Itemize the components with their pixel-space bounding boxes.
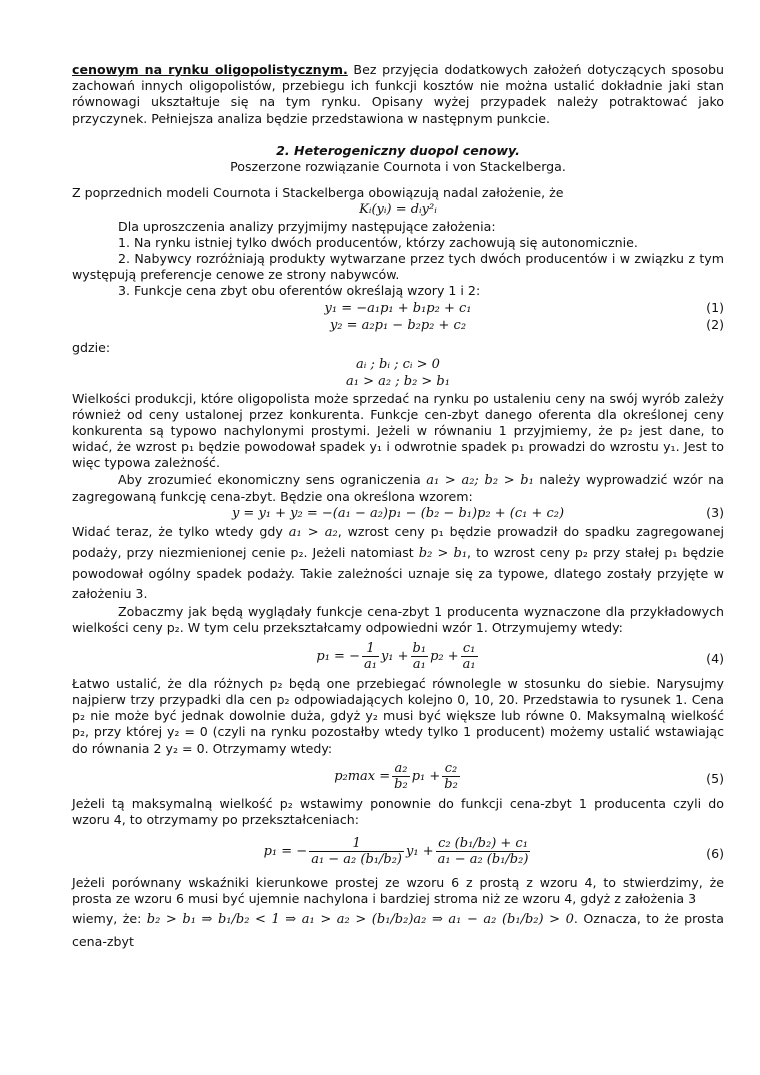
eq6-frac-2	[436, 836, 531, 867]
condition-2-text: a₁ > a₂ ; b₂ > b₁	[346, 374, 450, 390]
eq6-lhs: p₁ = −	[263, 844, 308, 860]
equation-5	[72, 761, 724, 792]
equation-1	[72, 300, 724, 317]
eq4-frac-2	[411, 641, 429, 672]
paragraph-4-b: należy wyprowadzić wzór na zagregowaną funkcję cena-zbyt. Będzie ona określona wzorem:	[72, 471, 724, 504]
equation-2-text: y₂ = a₂p₁ − b₂p₂ + c₂	[329, 317, 467, 333]
paragraph-8: Jeżeli tą maksymalną wielkość p₂ wstawimy ponownie do funkcji cena-zbyt 1 producenta czyli do wzoru 4, to otrzymamy po przekształceniach:	[72, 795, 724, 827]
eq4-n3: c₁	[461, 641, 478, 657]
paragraph-5-c: , to wzrost ceny p₂ przy stałej p₁ będzie powodował ogólny spadek podaży. Takie zależności uznaje się za typowe, dlatego zostały przyjęte w założeniu 3.	[72, 545, 724, 602]
eq5-mid: p₁ +	[411, 768, 441, 784]
assumption-2: 2. Nabywcy rozróżniają produkty wytwarzane przez tych dwóch producentów i w związku z tym występują preferencje cenowe ze strony nabywców.	[72, 251, 724, 283]
eq6-d2: a₁ − a₂ (b₁/b₂)	[437, 852, 529, 868]
eq5-d2: b₂	[444, 776, 458, 792]
section-title: 2. Heterogeniczny duopol cenowy.	[276, 142, 520, 158]
equation-1-number: (1)	[706, 299, 724, 315]
paragraph-10-b: . Oznacza, to że prosta cena-zbyt	[72, 910, 724, 949]
paragraph-10-a: wiemy, że:	[72, 910, 147, 926]
condition-1	[72, 356, 724, 373]
intro-underlined: cenowym na rynku oligopolistycznym.	[72, 62, 348, 77]
eq4-mid2: p₂ +	[430, 648, 459, 664]
eq4-d2: a₁	[412, 656, 426, 672]
paragraph-9: Jeżeli porównany wskaźniki kierunkowe prostej ze wzoru 6 z prostą z wzoru 4, to stwierdzimy, że prosta ze wzoru 6 musi być ujemnie nachylona i bardziej stroma niż ze wzoru 4, gdyż z założenia 3	[72, 875, 724, 907]
paragraph-4-a: Aby zrozumieć ekonomiczny sens ograniczenia	[118, 471, 427, 487]
section-subtitle: Poszerzone rozwiązanie Cournota i von Stackelberga.	[230, 159, 566, 175]
paragraph-10	[72, 908, 724, 953]
eq6-d1: a₁ − a₂ (b₁/b₂)	[311, 852, 402, 868]
paragraph-6: Zobaczmy jak będą wyglądały funkcje cena-zbyt 1 producenta wyznaczone dla przykładowych wielkości ceny p₂. W tym celu przekształcamy odpowiedni wzór 1. Otrzymujemy wtedy:	[72, 604, 724, 636]
equation-6-number: (6)	[706, 846, 724, 862]
eq5-n2: c₂	[442, 761, 460, 777]
paragraph-5	[72, 522, 724, 604]
paragraph-1: Z poprzednich modeli Cournota i Stackelberga obowiązują nadal założenie, że	[72, 185, 564, 201]
eq6-n1: 1	[309, 836, 404, 852]
eq5-d1: b₂	[394, 776, 408, 792]
eq6-frac-1	[309, 836, 404, 867]
equation-cost-text: Kᵢ(yᵢ) = dᵢy²ᵢ	[359, 202, 437, 218]
equation-2-number: (2)	[706, 316, 724, 332]
equation-4-number: (4)	[706, 650, 724, 666]
paragraph-5-a: Widać teraz, że tylko wtedy gdy	[72, 524, 289, 540]
eq4-frac-3	[461, 641, 478, 672]
paragraph-3: Wielkości produkcji, które oligopolista może sprzedać na rynku po ustaleniu ceny na swój wyrób zależy również od ceny ustalonej przez konkurenta. Funkcje cen-zbyt danego oferenta dla określonej ceny konkurenta są typowo nachylonymi prostymi. Jeżeli w równaniu 1 przyjmiemy, że p₂ jest dane, to widać, że wzrost p₁ będzie powodował spadek y₁ i odwrotnie spadek p₁ prowadzi do wzrostu y₁. Jest to więc typowa zależność.	[72, 390, 724, 471]
assumption-3: 3. Funkcje cena zbyt obu oferentów określają wzory 1 i 2:	[118, 283, 481, 299]
eq5-frac-1	[392, 761, 410, 792]
equation-1-text: y₁ = −a₁p₁ + b₁p₂ + c₁	[324, 300, 472, 316]
equation-3-text: y = y₁ + y₂ = −(a₁ − a₂)p₁ − (b₂ − b₁)p₂ + (c₁ + c₂)	[231, 506, 565, 522]
paragraph-7: Łatwo ustalić, że dla różnych p₂ będą one przebiegać równolegle w stosunku do siebie. Narysujmy najpierw trzy przypadki dla cen p₂ odpowiadających kolejno 0, 10, 20. Przedstawia to rysunek 1. Cena p₂ nie może być jednak dowolnie duża, gdyż y₂ musi być większe lub równe 0. Maksymalną wielkość p₂, przy której y₂ = 0 (czyli na rynku pozostałby wtedy tylko 1 producent) możemy ustalić wstawiając do równania 2 y₂ = 0. Otrzymamy wtedy:	[72, 675, 724, 756]
paragraph-4-math: a₁ > a₂; b₂ > b₁	[426, 472, 534, 488]
paragraph-5-math-1: a₁ > a₂	[288, 525, 338, 541]
eq4-d1: a₁	[363, 656, 377, 672]
paragraph-5-math-2: b₂ > b₁	[418, 546, 468, 562]
paragraph-2: Dla uproszczenia analizy przyjmijmy następujące założenia:	[118, 218, 496, 234]
equation-2	[72, 317, 724, 334]
equation-5-number: (5)	[706, 770, 724, 786]
eq6-n2: c₂ (b₁/b₂) + c₁	[436, 836, 531, 852]
intro-text: Bez przyjęcia dodatkowych założeń dotyczących sposobu zachowań innych oligopolistów, przebiegu ich funkcji kosztów nie można ustalić dokładnie jaki stan równowagi ukształtuje się na tym rynku. Opisany wyżej przypadek należy potraktować jako przyczynek. Pełniejsza analiza będzie przedstawiona w następnym punkcie.	[72, 62, 724, 126]
equation-cost	[72, 201, 724, 218]
paragraph-4	[72, 472, 724, 505]
assumption-1: 1. Na rynku istniej tylko dwóch producentów, którzy zachowują się autonomicznie.	[118, 234, 638, 250]
equation-6	[72, 836, 724, 867]
eq5-frac-2	[442, 761, 460, 792]
eq4-d3: a₁	[462, 656, 476, 672]
intro-paragraph	[72, 62, 724, 127]
paragraph-10-math: b₂ > b₁ ⇒ b₁/b₂ < 1 ⇒ a₁ > a₂ > (b₁/b₂)a₂ ⇒ a₁ − a₂ (b₁/b₂) > 0	[146, 911, 574, 927]
equation-4	[72, 641, 724, 672]
equation-3	[72, 505, 724, 522]
eq5-lhs: p₂max =	[334, 768, 391, 784]
eq4-mid: y₁ +	[380, 648, 409, 664]
document-page	[72, 62, 724, 953]
eq5-n1: a₂	[392, 761, 410, 777]
condition-1-text: aᵢ ; bᵢ ; cᵢ > 0	[356, 357, 440, 373]
condition-2	[72, 373, 724, 390]
eq4-frac-1	[362, 641, 379, 672]
gdzie-label: gdzie:	[72, 340, 111, 356]
equation-3-number: (3)	[706, 505, 724, 521]
eq4-lhs: p₁ = −	[316, 648, 360, 664]
eq6-mid: y₁ +	[406, 844, 434, 860]
paragraph-5-b: , wzrost ceny p₁ będzie prowadził do spadku zagregowanej podaży, przy niezmienionej cenie p₂. Jeżeli natomiast	[72, 524, 724, 561]
eq4-n1: 1	[362, 641, 379, 657]
eq4-n2: b₁	[412, 640, 427, 656]
